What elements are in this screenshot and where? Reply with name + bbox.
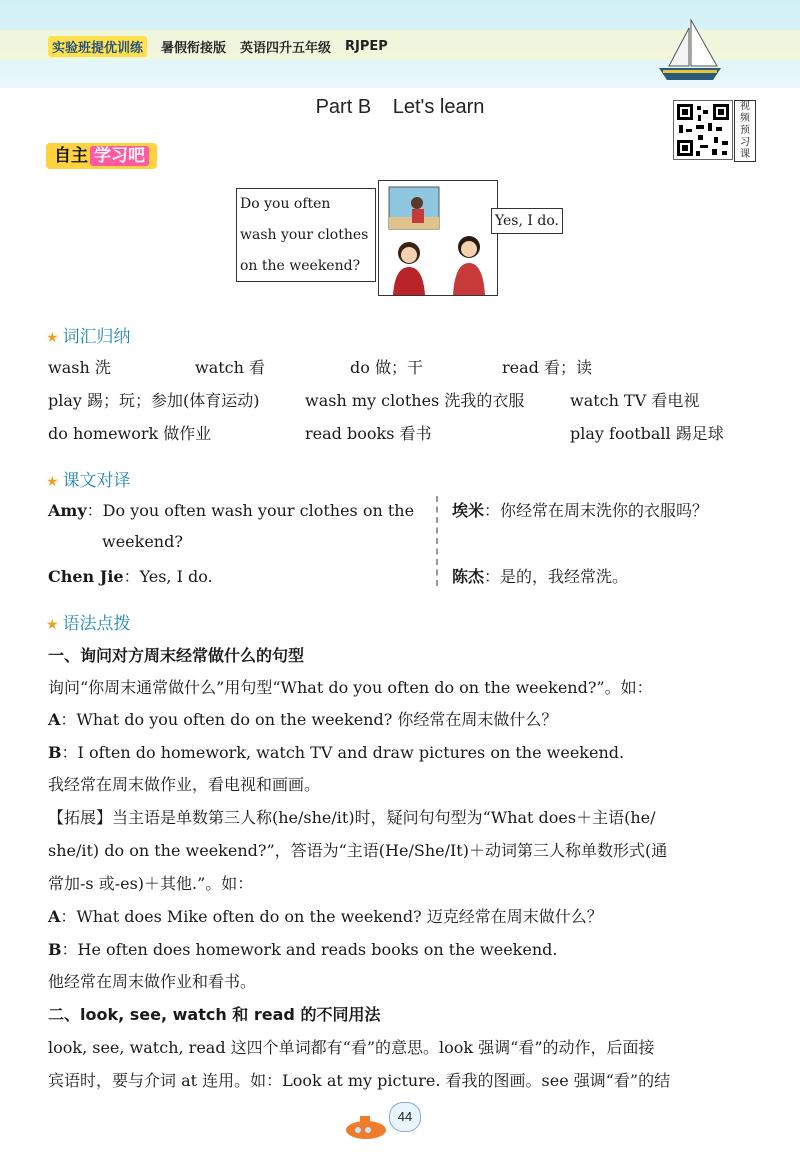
subject-label: 英语四升五年级 (240, 41, 332, 56)
page-number: 44 (389, 1102, 421, 1132)
star-icon: ★ (46, 330, 59, 346)
header-text (48, 36, 388, 57)
qr-label-char: 频 (740, 113, 750, 124)
chenjie-line-cn (452, 564, 628, 587)
vocab-item: watch TV 看电视 (570, 391, 700, 410)
qr-label-char: 预 (740, 125, 750, 136)
badge-text-b: 学习吧 (90, 146, 149, 166)
speaker-label: A (48, 710, 61, 729)
speaker-name: 陈杰 (452, 567, 485, 586)
chenjie-line (48, 564, 213, 587)
amy-line-cont: weekend? (102, 532, 183, 551)
series-brand: 实验班提优训练 (48, 36, 147, 57)
submarine-icon (342, 1108, 392, 1142)
grammar-paragraph: look, see, watch, read 这四个单词都有“看”的意思。look 强调“看”的动作，后面接 (48, 1038, 655, 1057)
vocab-heading (46, 322, 131, 347)
question-line: on the weekend? (240, 258, 361, 274)
edition-label: 暑假衔接版 (161, 41, 227, 56)
line-text: ：你经常在周末洗你的衣服吗？ (484, 501, 709, 520)
qr-label (734, 100, 756, 162)
speaker-label: B (48, 743, 62, 762)
speaker-name: 埃米 (452, 501, 485, 520)
self-study-badge (46, 143, 157, 169)
vocab-item: play 踢；玩；参加(体育运动) (48, 391, 260, 410)
vocab-item: do homework 做作业 (48, 424, 212, 443)
dialogue-illustration (378, 180, 498, 296)
grammar-paragraph: 宾语时，要与介词 at 连用。如：Look at my picture. 看我的图画。see 强调“看”的结 (48, 1071, 671, 1090)
extension-line: 常加-s 或-es)＋其他.”。如： (48, 874, 254, 893)
qr-code-icon[interactable] (673, 100, 733, 160)
vocab-item: read 看；读 (502, 358, 592, 377)
question-line: Do you often (240, 196, 331, 212)
part-label: Part B (315, 96, 372, 118)
girls-illustration (379, 181, 497, 295)
vocab-item: do 做；干 (350, 358, 423, 377)
qr-label-char: 视 (740, 101, 750, 112)
question-speech-bubble (236, 188, 376, 282)
amy-line-cn (452, 498, 708, 521)
header-banner (0, 0, 800, 88)
grammar-heading (46, 609, 131, 634)
line-text: ：是的，我经常洗。 (484, 567, 629, 586)
vocab-heading-text: 词汇归纳 (62, 327, 131, 347)
vocab-item: watch 看 (195, 358, 266, 377)
speaker-name: Amy (48, 501, 87, 520)
translation-heading-text: 课文对译 (62, 471, 131, 491)
example-text: ：What does Mike often do on the weekend? 迈克经常在周末做什么？ (60, 907, 603, 926)
example-a (48, 904, 603, 927)
example-a (48, 707, 557, 730)
qr-label-char: 课 (740, 149, 750, 160)
example-translation: 我经常在周末做作业，看电视和画画。 (48, 775, 321, 794)
example-b (48, 740, 624, 763)
line-text: ：Yes, I do. (123, 567, 213, 586)
speaker-label: A (48, 907, 61, 926)
extension-line: she/it) do on the weekend?”，答语为“主语(He/She/It)＋动词第三人称单数形式(通 (48, 841, 668, 860)
example-text: ：He often does homework and reads books on the weekend. (61, 940, 558, 959)
grammar-point-1-heading: 一、询问对方周末经常做什么的句型 (48, 646, 305, 665)
example-text: ：What do you often do on the weekend? 你经常在周末做什么？ (60, 710, 558, 729)
answer-speech-bubble: Yes, I do. (491, 208, 563, 234)
sailboat-icon (655, 14, 725, 84)
amy-line (48, 498, 414, 521)
lesson-label: Let's learn (392, 96, 485, 118)
translation-heading (46, 466, 131, 491)
extension-line: 【拓展】当主语是单数第三人称(he/she/it)时，疑问句句型为“What does＋主语(he/ (48, 808, 656, 827)
speaker-name: Chen Jie (48, 567, 124, 586)
column-divider (436, 496, 438, 586)
example-text: ：I often do homework, watch TV and draw pictures on the weekend. (61, 743, 625, 762)
grammar-paragraph: 询问“你周末通常做什么”用句型“What do you often do on the weekend?”。如： (48, 678, 653, 697)
star-icon: ★ (46, 474, 59, 490)
line-text: ：Do you often wash your clothes on the (86, 501, 415, 520)
badge-text-a: 自主 (54, 146, 88, 166)
example-translation: 他经常在周末做作业和看书。 (48, 972, 257, 991)
vocab-item: play football 踢足球 (570, 424, 724, 443)
vocab-item: read books 看书 (305, 424, 432, 443)
grammar-point-2-heading: 二、look, see, watch 和 read 的不同用法 (48, 1005, 381, 1024)
vocab-item: wash 洗 (48, 358, 111, 377)
star-icon: ★ (46, 617, 59, 633)
edition-code: RJPEP (345, 39, 388, 54)
question-line: wash your clothes (240, 227, 369, 243)
qr-label-char: 习 (740, 137, 750, 148)
vocab-item: wash my clothes 洗我的衣服 (305, 391, 525, 410)
speaker-label: B (48, 940, 62, 959)
example-b (48, 937, 557, 960)
grammar-heading-text: 语法点拨 (62, 614, 131, 634)
